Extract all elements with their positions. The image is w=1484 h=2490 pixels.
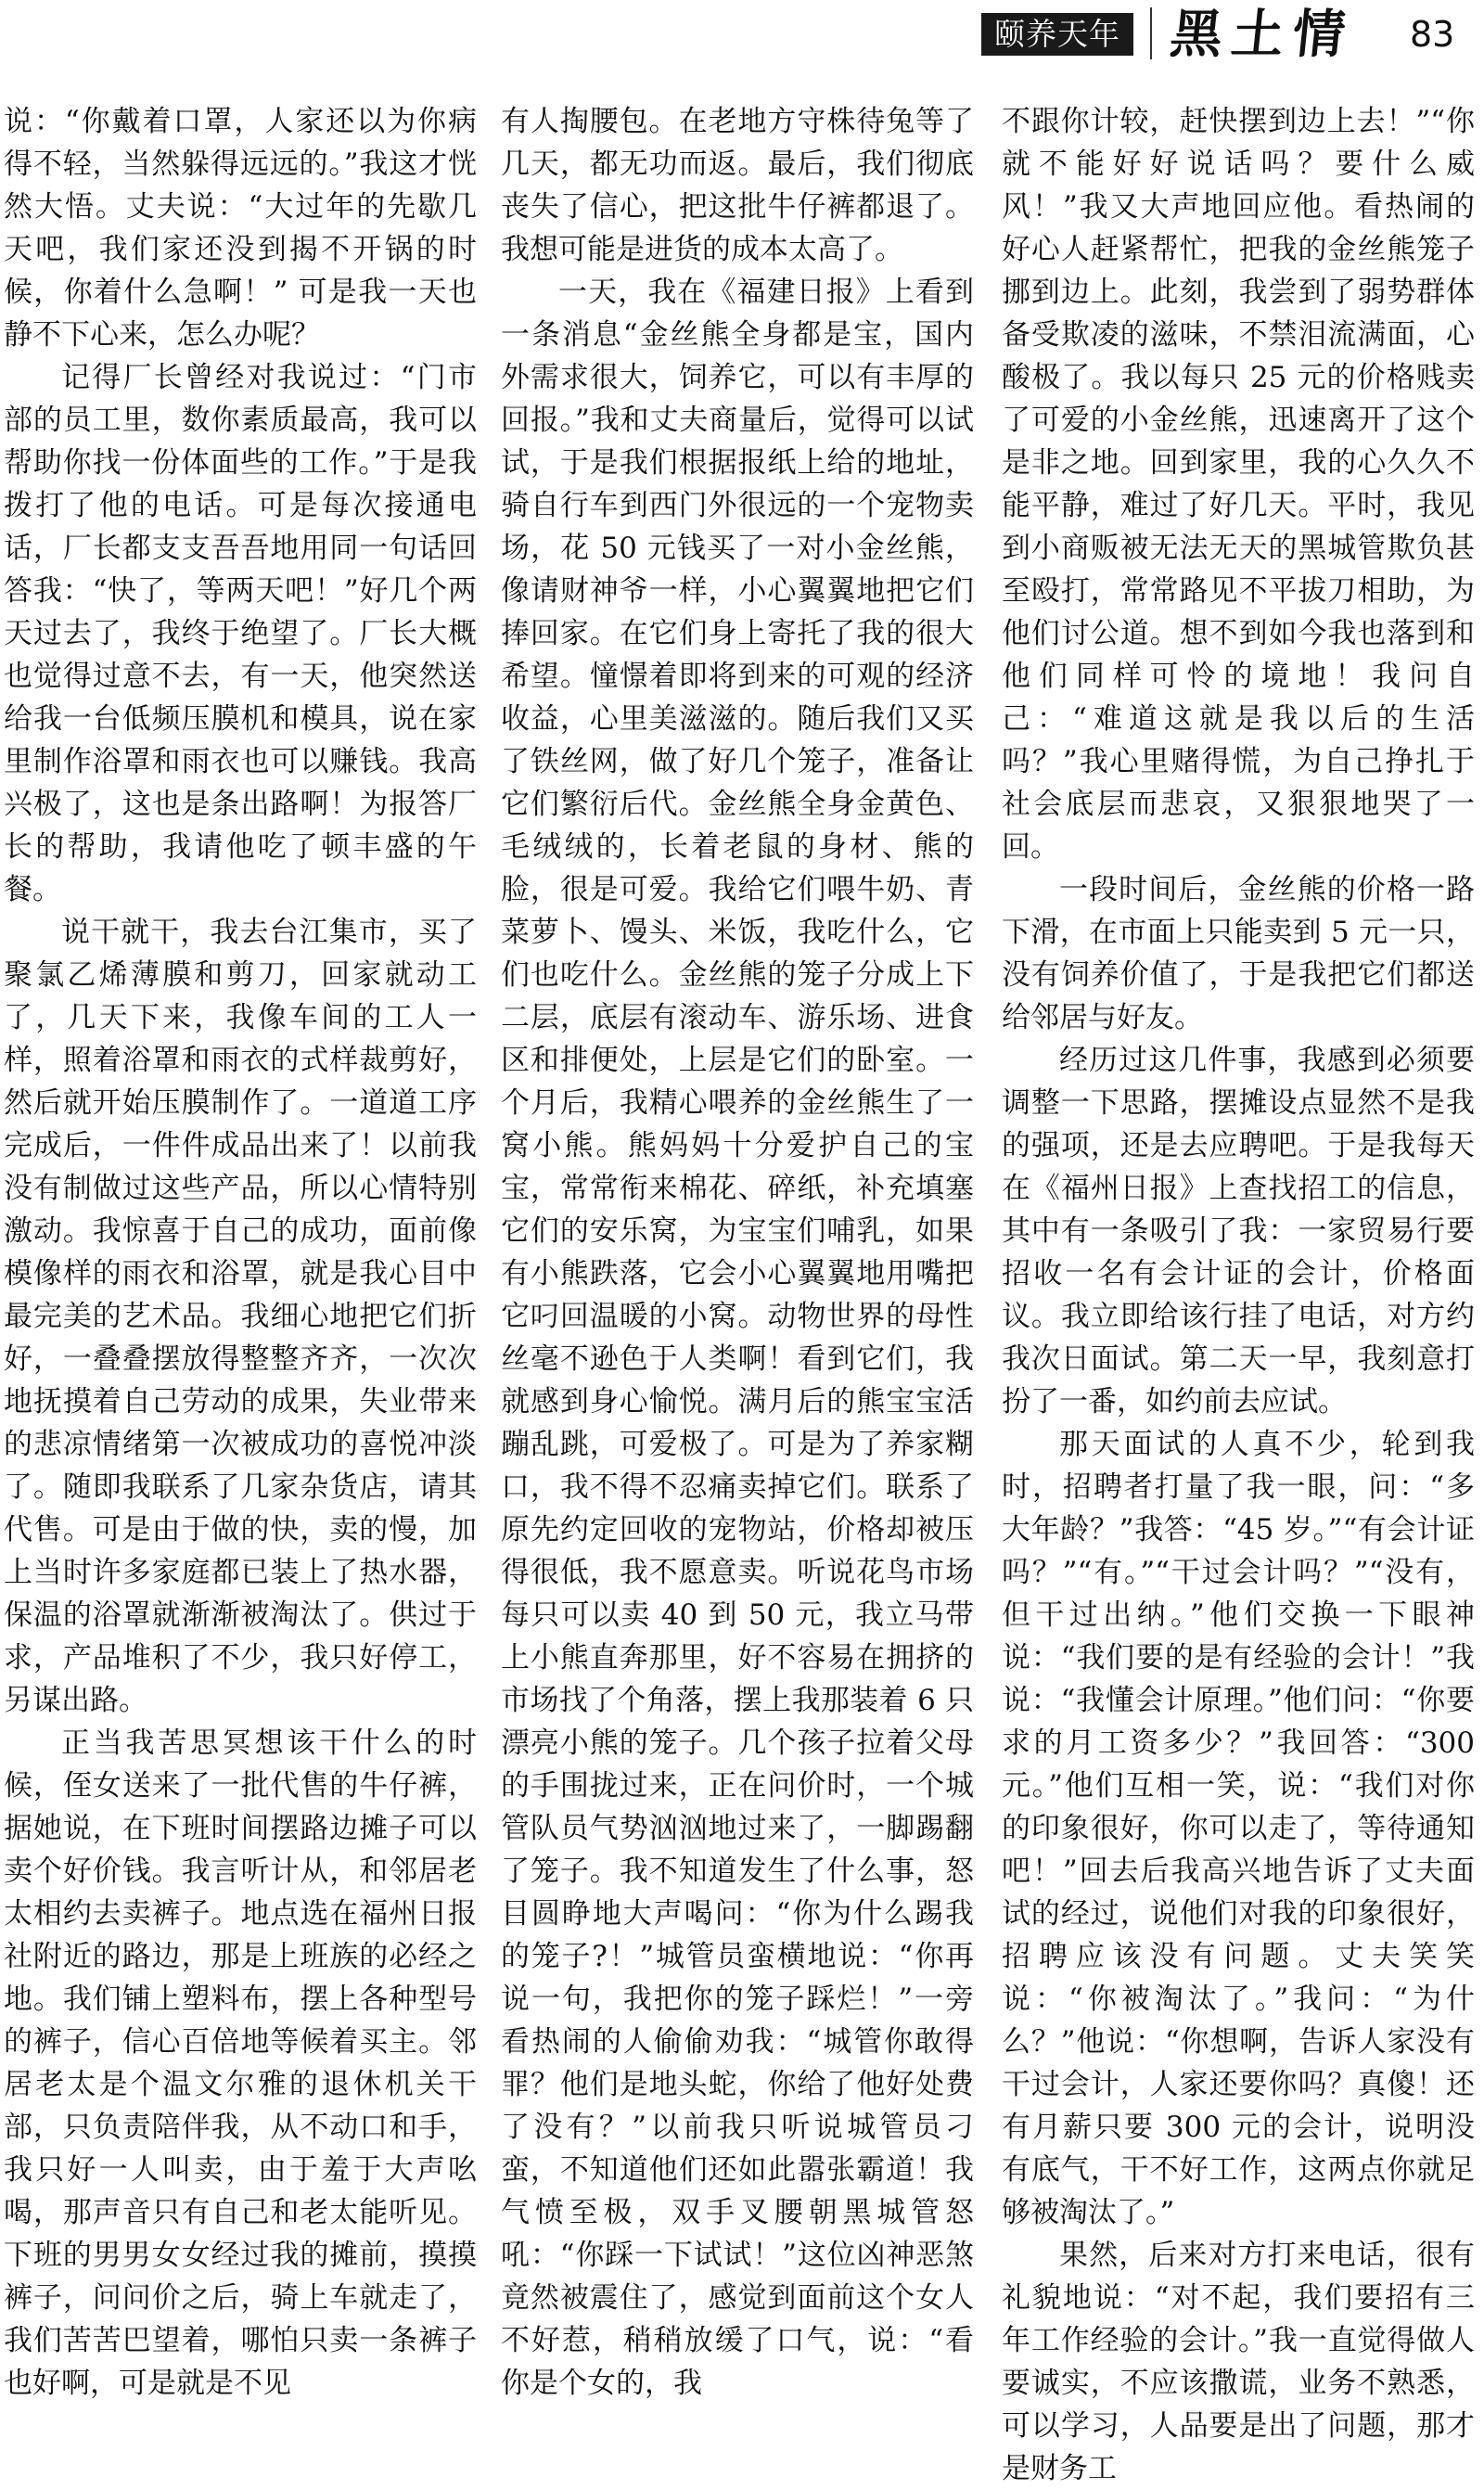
- text-column-2: [501, 100, 974, 2400]
- paragraph: 一段时间后，金丝熊的价格一路下滑，在市面上只能卖到 5 元一只，没有饲养价值了，于是我把它们都送给邻居与好友。: [1002, 873, 1475, 1034]
- paragraph: 果然，后来对方打来电话，很有礼貌地说：“对不起，我们要招有三年工作经验的会计。”我一直觉得做人要诚实，不应该撒谎，业务不熟悉，可以学习，人品要是出了问题，那才是财务工: [1002, 2239, 1475, 2485]
- text-column-3: [1002, 100, 1475, 2485]
- text-column-1: [4, 100, 477, 2400]
- paragraph: 那天面试的人真不少，轮到我时，招聘者打量了我一眼，问：“多大年龄？”我答：“45 岁。”“有会计证吗？”“有。”“干过会计吗？”“没有，但干过出纳。”他们交换一下眼神说：“我们要的是有经验的会计！”我说：“我懂会计原理。”他们问：“你要求的月工资多少？”我回答：“300 元。”他们互相一笑，说：“我们对你的印象很好，你可以走了，等待通知吧！”回去后我高兴地告诉了丈夫面试的经过，说他们对我的印象很好，招聘应该没有问题。丈夫笑笑说：“你被淘汰了。”我问：“为什么？”他说：“你想啊，告诉人家没有干过会计，人家还要你吗？真傻！还有月薪只要 300 元的会计，说明没有底气，干不好工作，这两点你就足够被淘汰了。”: [1002, 1428, 1475, 2229]
- header-divider: [1150, 7, 1152, 59]
- paragraph: 经历过这几件事，我感到必须要调整一下思路，摆摊设点显然不是我的强项，还是去应聘吧。于是我每天在《福州日报》上查找招工的信息，其中有一条吸引了我：一家贸易行要招收一名有会计证的会计，价格面议。我立即给该行挂了电话，对方约我次日面试。第二天一早，我刻意打扮了一番，如约前去应试。: [1002, 1044, 1475, 1418]
- page-header: [0, 0, 1484, 69]
- paragraph: 不跟你计较，赶快摆到边上去！”“你就不能好好说话吗？要什么威风！”我又大声地回应他。看热闹的好心人赶紧帮忙，把我的金丝熊笼子挪到边上。此刻，我尝到了弱势群体备受欺凌的滋味，不禁泪流满面，心酸极了。我以每只 25 元的价格贱卖了可爱的小金丝熊，迅速离开了这个是非之地。回到家里，我的心久久不能平静，难过了好几天。平时，我见到小商贩被无法无天的黑城管欺负甚至殴打，常常路见不平拔刀相助，为他们讨公道。想不到如今我也落到和他们同样可怜的境地！我问自己：“难道这就是我以后的生活吗？”我心里赌得慌，为自己挣扎于社会底层而悲哀，又狠狠地哭了一回。: [1002, 105, 1475, 864]
- paragraph: 正当我苦思冥想该干什么的时候，侄女送来了一批代售的牛仔裤，据她说，在下班时间摆路边摊子可以卖个好价钱。我言听计从，和邻居老太相约去卖裤子。地点选在福州日报社附近的路边，那是上班族的必经之地。我们铺上塑料布，摆上各种型号的裤子，信心百倍地等候着买主。邻居老太是个温文尔雅的退休机关干部，只负责陪伴我，从不动口和手，我只好一人叫卖，由于羞于大声吆喝，那声音只有自己和老太能听见。下班的男男女女经过我的摊前，摸摸裤子，问问价之后，骑上车就走了，我们苦苦巴望着，哪怕只卖一条裤子也好啊，可是就是不见: [4, 1726, 477, 2400]
- section-tag: 颐养天年: [981, 13, 1133, 56]
- paragraph: 记得厂长曾经对我说过：“门市部的员工里，数你素质最高，我可以帮助你找一份体面些的工作。”于是我拨打了他的电话。可是每次接通电话，厂长都支支吾吾地用同一句话回答我：“快了，等两天吧！”好几个两天过去了，我终于绝望了。厂长大概也觉得过意不去，有一天，他突然送给我一台低频压膜机和模具，说在家里制作浴罩和雨衣也可以赚钱。我高兴极了，这也是条出路啊！为报答厂长的帮助，我请他吃了顿丰盛的午餐。: [4, 361, 477, 906]
- paragraph: 一天，我在《福建日报》上看到一条消息“金丝熊全身都是宝，国内外需求很大，饲养它，可以有丰厚的回报。”我和丈夫商量后，觉得可以试试，于是我们根据报纸上给的地址，骑自行车到西门外很远的一个宠物卖场，花 50 元钱买了一对小金丝熊，像请财神爷一样，小心翼翼地把它们捧回家。在它们身上寄托了我的很大希望。憧憬着即将到来的可观的经济收益，心里美滋滋的。随后我们又买了铁丝网，做了好几个笼子，准备让它们繁衍后代。金丝熊全身金黄色、毛绒绒的，长着老鼠的身材、熊的脸，很是可爱。我给它们喂牛奶、青菜萝卜、馒头、米饭，我吃什么，它们也吃什么。金丝熊的笼子分成上下二层，底层有滚动车、游乐场、进食区和排便处，上层是它们的卧室。一个月后，我精心喂养的金丝熊生了一窝小熊。熊妈妈十分爱护自己的宝宝，常常衔来棉花、碎纸，补充填塞它们的安乐窝，为宝宝们哺乳，如果有小熊跌落，它会小心翼翼地用嘴把它叼回温暖的小窝。动物世界的母性丝毫不逊色于人类啊！看到它们，我就感到身心愉悦。满月后的熊宝宝活蹦乱跳，可爱极了。可是为了养家糊口，我不得不忍痛卖掉它们。联系了原先约定回收的宠物站，价格却被压得很低，我不愿意卖。听说花鸟市场每只可以卖 40 到 50 元，我立马带上小熊直奔那里，好不容易在拥挤的市场找了个角落，摆上我那装着 6 只漂亮小熊的笼子。几个孩子拉着父母的手围拢过来，正在问价时，一个城管队员气势汹汹地过来了，一脚踢翻了笼子。我不知道发生了什么事，怒目圆睁地大声喝问：“你为什么踢我的笼子?！”城管员蛮横地说：“你再说一句，我把你的笼子踩烂！”一旁看热闹的人偷偷劝我：“城管你敢得罪？他们是地头蛇，你给了他好处费了没有？”以前我只听说城管员刁蛮，不知道他们还如此嚣张霸道！我气愤至极，双手叉腰朝黑城管怒吼：“你踩一下试试！”这位凶神恶煞竟然被震住了，感觉到面前这个女人不好惹，稍稍放缓了口气，说：“看你是个女的，我: [501, 276, 974, 2400]
- paragraph: 说干就干，我去台江集市，买了聚氯乙烯薄膜和剪刀，回家就动工了，几天下来，我像车间的工人一样，照着浴罩和雨衣的式样裁剪好，然后就开始压膜制作了。一道道工序完成后，一件件成品出来了！以前我没有制做过这些产品，所以心情特别激动。我惊喜于自己的成功，面前像模像样的雨衣和浴罩，就是我心目中最完美的艺术品。我细心地把它们折好，一叠叠摆放得整整齐齐，一次次地抚摸着自己劳动的成果，失业带来的悲凉情绪第一次被成功的喜悦冲淡了。随即我联系了几家杂货店，请其代售。可是由于做的快，卖的慢，加上当时许多家庭都已装上了热水器，保温的浴罩就渐渐被淘汰了。供过于求，产品堆积了不少，我只好停工，另谋出路。: [4, 916, 477, 1717]
- magazine-title: 黑土情: [1167, 4, 1358, 65]
- paragraph: 有人掏腰包。在老地方守株待兔等了几天，都无功而返。最后，我们彻底丧失了信心，把这批牛仔裤都退了。我想可能是进货的成本太高了。: [501, 105, 974, 266]
- paragraph: 说：“你戴着口罩，人家还以为你病得不轻，当然躲得远远的。”我这才恍然大悟。丈夫说：“大过年的先歇几天吧，我们家还没到揭不开锅的时候，你着什么急啊！” 可是我一天也静不下心来，怎么办呢？: [4, 105, 477, 352]
- page-number: 83: [1410, 14, 1455, 55]
